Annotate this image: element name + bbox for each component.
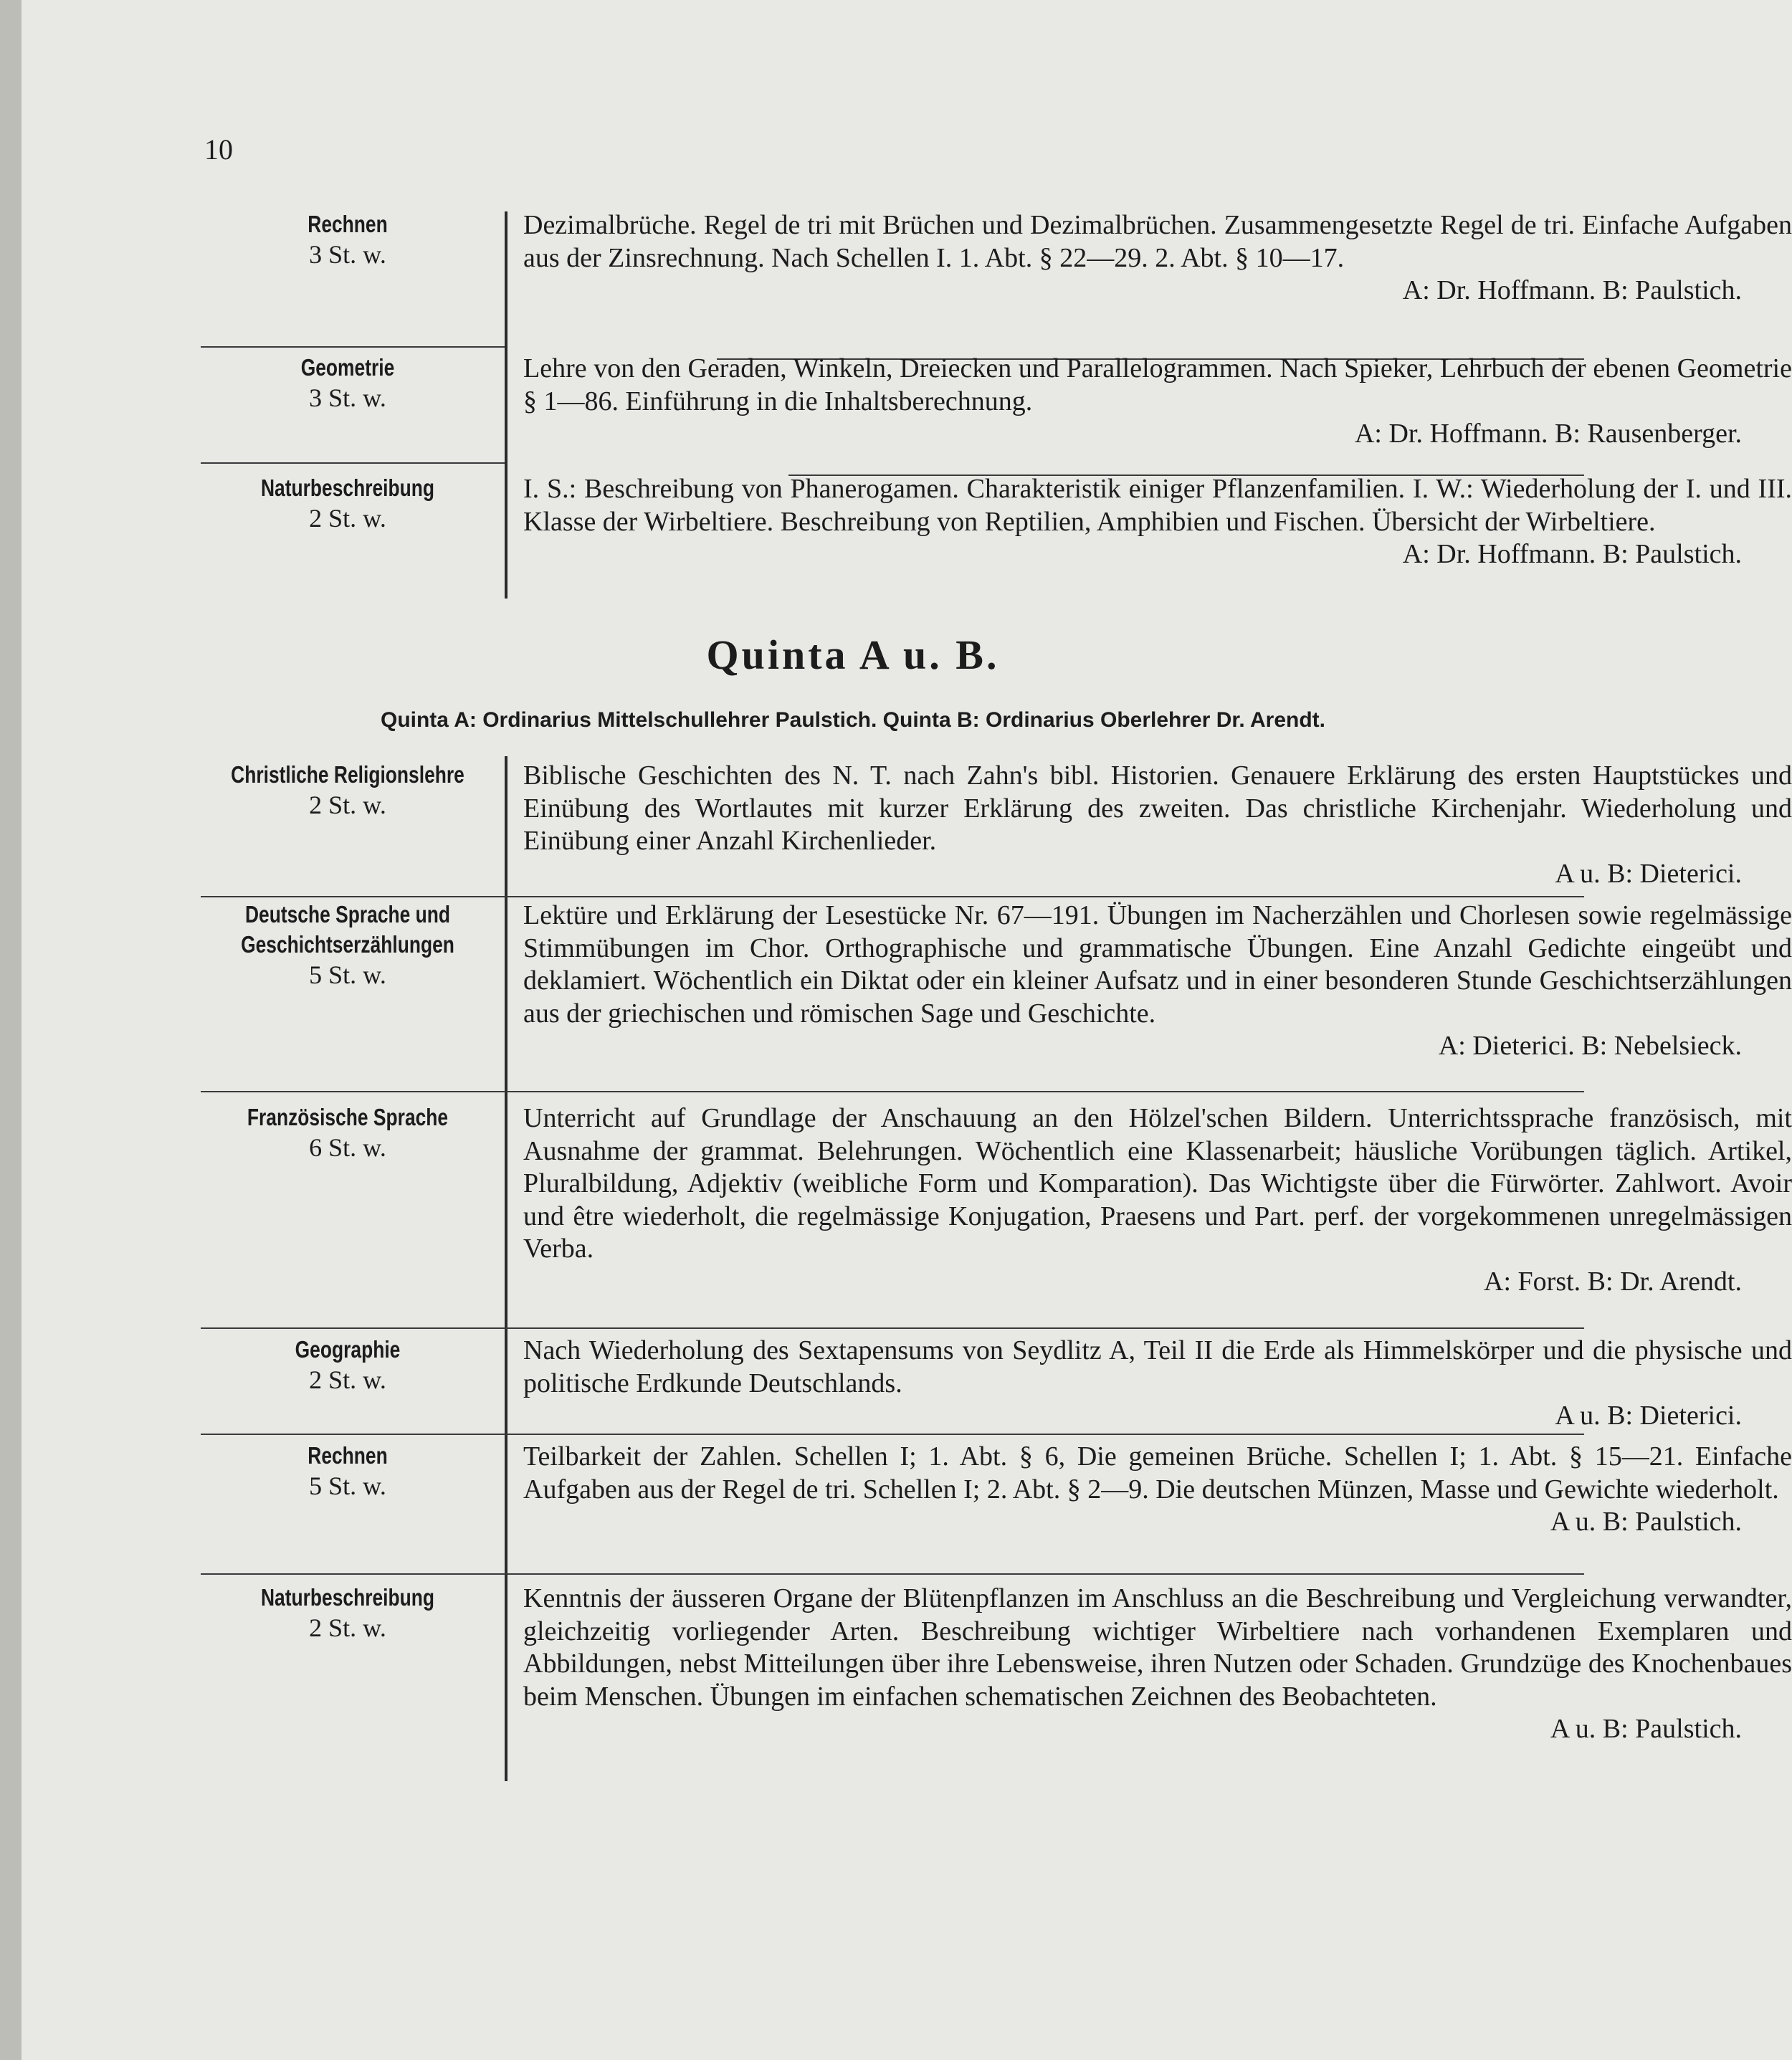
column-divider — [505, 756, 507, 1781]
syllabus-text: Unterricht auf Grundlage der Anschauung an den Hölzel'schen Bildern. Unterrichtssprache französisch, mit Ausnahme der grammat. Belehrungen. Wöchentlich eine Klassenarbeit; häusliche Vorübungen täglich. Artikel, Pluralbildung, Adjektiv (weibliche Form und Komparation). Das Wichtigste über die Fürwörter. Zahlwort. Avoir und être wiederholt, die regelmässige Konjugation, Praesens und Part. perf. der vorgekommenen unregelmässigen Verba. — [523, 1103, 1792, 1264]
syllabus-text: Biblische Geschichten des N. T. nach Zahn's bibl. Historien. Genauere Erklärung des ersten Hauptstückes und Einübung des Wortlautes mit kurzer Erklärung des zweiten. Das christliche Kirchenjahr. Wiederholung und Einübung einer Anzahl Kirchenlieder. — [523, 760, 1792, 856]
teachers: A u. B: Dieterici. — [1555, 1401, 1742, 1431]
ordinarius-line: Quinta A: Ordinarius Mittelschullehrer Paulstich. Quinta B: Ordinarius Oberlehrer Dr. Arendt. — [380, 708, 1325, 732]
syllabus-text: I. S.: Beschreibung von Phanerogamen. Charakteristik einiger Pflanzenfamilien. I. W.: Wiederholung der I. und III. Klasse der Wirbeltiere. Beschreibung von Reptilien, Amphibien und Fischen. Übersicht der Wirbeltiere. — [523, 474, 1792, 537]
subject-hours: 2 St. w. — [309, 791, 386, 819]
subject-name: Französische Sprache — [247, 1104, 449, 1130]
syllabus-text: Dezimalbrüche. Regel de tri mit Brüchen und Dezimalbrüchen. Zusammengesetzte Regel de tri. Einfache Aufgaben aus der Zinsrechnung. Nach Schellen I. 1. Abt. § 22—29. 2. Abt. § 10—17. — [523, 210, 1792, 273]
row-separator — [201, 1091, 1584, 1092]
syllabus-text: Lehre von den Geraden, Winkeln, Dreiecken und Parallelogrammen. Nach Spieker, Lehrbuch der ebenen Geometrie § 1—86. Einführung in die Inhaltsberechnung. — [523, 353, 1792, 416]
row-separator — [201, 1327, 1584, 1329]
teachers: A: Forst. B: Dr. Arendt. — [1484, 1266, 1742, 1297]
subject-hours: 3 St. w. — [309, 383, 386, 412]
subject-name: Christliche Religionslehre — [231, 761, 464, 788]
row-separator — [201, 1434, 1584, 1435]
section-heading: Quinta A u. B. — [706, 631, 1000, 678]
subject-name: Geometrie — [300, 354, 395, 381]
teachers: A u. B: Paulstich. — [1550, 1714, 1742, 1744]
teachers: A: Dr. Hoffmann. B: Paulstich. — [1402, 275, 1742, 305]
syllabus-text: Kenntnis der äusseren Organe der Blütenpflanzen im Anschluss an die Beschreibung und Vergleichung verwandter, gleichzeitig vorliegender Arten. Beschreibung wichtiger Wirbeltiere nach vorhandenen Exemplaren und Abbildungen, nebst Mitteilungen über ihre Lebensweise, ihren Nutzen oder Schaden. Grundzüge des Knochenbaues beim Menschen. Übungen im einfachen schematischen Zeichnen des Beobachteten. — [523, 1583, 1792, 1712]
teachers: A u. B: Paulstich. — [1550, 1507, 1742, 1537]
scan-edge — [0, 0, 22, 2060]
teachers: A: Dr. Hoffmann. B: Rausenberger. — [1354, 419, 1742, 449]
subject-hours: 3 St. w. — [309, 240, 386, 269]
row-separator — [201, 896, 1584, 897]
subject-hours: 2 St. w. — [309, 1365, 386, 1394]
subject-name: Rechnen — [308, 1442, 388, 1469]
row-separator — [201, 1573, 1584, 1575]
column-divider — [505, 211, 507, 599]
subject-name: Rechnen — [308, 211, 388, 237]
teachers: A: Dr. Hoffmann. B: Paulstich. — [1402, 539, 1742, 569]
page-number: 10 — [204, 133, 233, 166]
subject-hours: 6 St. w. — [309, 1133, 386, 1162]
subject-hours: 5 St. w. — [309, 960, 386, 989]
syllabus-text: Teilbarkeit der Zahlen. Schellen I; 1. Abt. § 6, Die gemeinen Brüche. Schellen I; 1. Abt. § 15—21. Einfache Aufgaben aus der Regel de tri. Schellen I; 2. Abt. § 2—9. Die deutschen Münzen, Masse und Gewichte wiederholt. — [523, 1441, 1792, 1505]
row-separator — [201, 462, 505, 464]
subject-hours: 2 St. w. — [309, 1613, 386, 1642]
syllabus-text: Lektüre und Erklärung der Lesestücke Nr. 67—191. Übungen im Nacherzählen und Chorlesen sowie regelmässige Stimmübungen im Chor. Orthographische und grammatische Übungen. Eine Anzahl Gedichte eingeübt und deklamiert. Wöchentlich ein Diktat oder ein kleiner Aufsatz und in einer besonderen Stunde Geschichtserzählungen aus der griechischen und römischen Sage und Geschichte. — [523, 900, 1792, 1029]
subject-name: Deutsche Sprache und Geschichtserzählungen — [241, 901, 454, 958]
syllabus-text: Nach Wiederholung des Sextapensums von Seydlitz A, Teil II die Erde als Himmelskörper und die physische und politische Erdkunde Deutschlands. — [523, 1335, 1792, 1398]
subject-name: Geographie — [295, 1336, 401, 1363]
subject-hours: 5 St. w. — [309, 1472, 386, 1500]
subject-name: Naturbeschreibung — [260, 475, 435, 501]
teachers: A: Dieterici. B: Nebelsieck. — [1438, 1031, 1742, 1061]
teachers: A u. B: Dieterici. — [1555, 858, 1742, 889]
subject-name: Naturbeschreibung — [260, 1584, 435, 1611]
subject-hours: 2 St. w. — [309, 504, 386, 533]
row-separator — [201, 346, 505, 348]
